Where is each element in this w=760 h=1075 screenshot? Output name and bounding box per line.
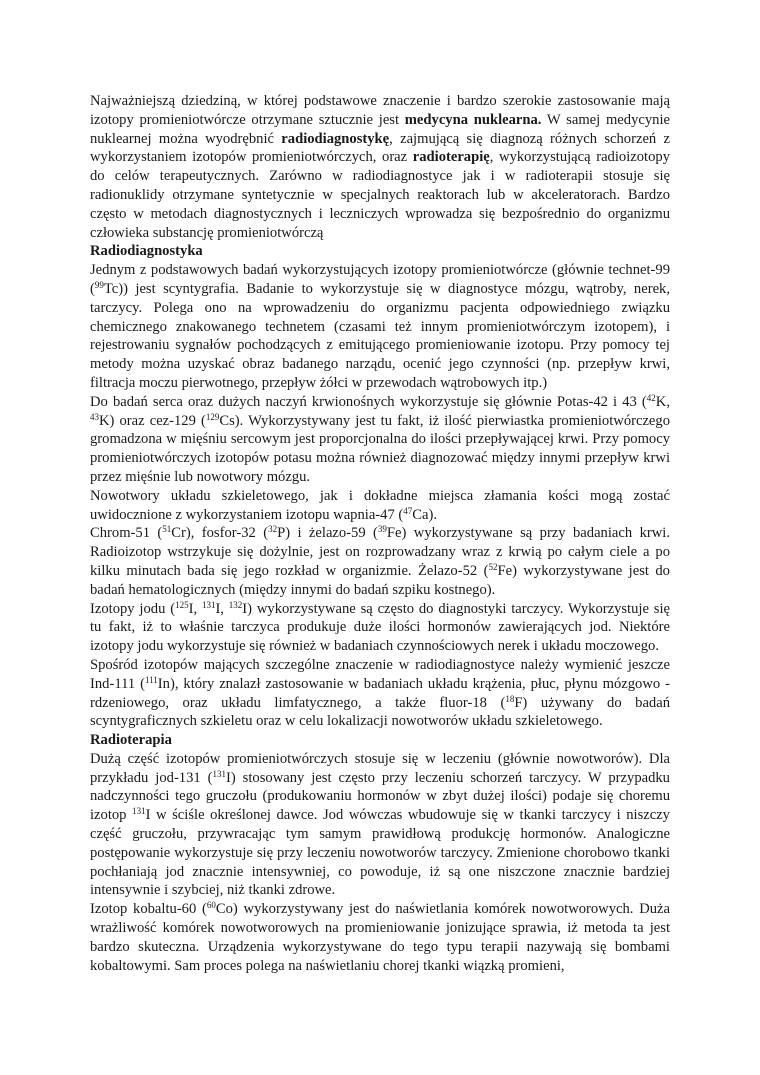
paragraph-ind-fluor: Spośród izotopów mających szczególne znaczenie w radiodiagnostyce należy wymienić jeszcze Ind-111 ($^{111}$In), który znalazł zastosowanie w badaniach układu krążenia, płuc, płynu mózgowo - rdzeniowego, oraz układu limfatycznego, a także fluor-18 ($^{18}$F) używany do badań scyntygraficznych szkieletu oraz w celu lokalizacji nowotworów układu szkieletowego.: [90, 656, 670, 730]
term-radioterapia: radioterapię: [412, 149, 490, 166]
paragraph-scyntygrafia: Jednym z podstawowych badań wykorzystujących izotopy promieniotwórcze (głównie technet-99 ($^{99}$Tc)) jest scyntygrafia. Badanie to wykorzystuje się w diagnostyce mózgu, wątroby, nerek, tarczycy. Polega ono na wprowadzeniu do organizmu pacjenta odpowiedniego związku chemicznego znakowanego technetem (czasami też innym promieniotwórczym izotopem), i rejestrowaniu sygnałów pochodzących z emitującego promieniowanie izotopu. Przy pomocy tej metody można uzyskać obraz badanego narządu, ocenić jego czynności (np. przepływ krwi, filtracja moczu pierwotnego, przepływ żółci w przewodach wątrobowych itp.): [90, 262, 670, 391]
intro-paragraph: Najważniejszą dziedziną, w której podstawowe znaczenie i bardzo szerokie zastosowanie mają izotopy promieniotwórcze otrzymane sztucznie jest medycyna nuklearna. W samej medycynie nuklearnej można wyodrębnić radiodiagnostykę, zajmującą się diagnozą różnych schorzeń z wykorzystaniem izotopów promieniotwórczych, oraz radioterapię, wykorzystującą radioizotopy do celów terapeutycznych. Zarówno w radiodiagnostyce jak i w radioterapii stosuje się radionuklidy otrzymane syntetycznie w specjalnych reaktorach lub w akceleratorach. Bardzo często w metodach diagnostycznych i leczniczych wprowadza się bezpośrednio do organizmu człowieka substancję promieniotwórczą: [90, 93, 670, 241]
paragraph-szkielet: Nowotwory układu szkieletowego, jak i dokładne miejsca złamania kości mogą zostać uwidocznione z wykorzystaniem izotopu wapnia-47 ($^{47}$Ca).: [90, 487, 670, 523]
section-heading-radioterapia: Radioterapia: [90, 732, 172, 749]
paragraph-leczenie-tarczycy: Dużą część izotopów promieniotwórczych stosuje się w leczeniu (głównie nowotworów). Dla przykładu jod-131 ($^{131}$I) stosowany jest często przy leczeniu schorzeń tarczycy. W przypadku nadczynności tego gruczołu (produkowaniu hormonów w zbyt dużej ilości) podaje się choremu izotop $^{131}$I w ściśle określonej dawce. Jod wówczas wbudowuje się w tkanki tarczycy i niszczy część gruczołu, przywracając tym samym prawidłową produkcję hormonów. Analogiczne postępowanie wykorzystuje się przy leczeniu nowotworów tarczycy. Zmienione chorobowo tkanki pochłaniają jod znacznie intensywniej, co powoduje, iż są one niszczone znacznie bardziej intensywnie i szybciej, niż tkanki zdrowe.: [90, 750, 670, 899]
paragraph-kobalt: Izotop kobaltu-60 ($^{60}$Co) wykorzystywany jest do naświetlania komórek nowotworowych. Duża wrażliwość komórek nowotworowych na promieniowanie jonizujące sprawia, iż metoda ta jest bardzo skuteczna. Urządzenia wykorzystywane do tego typu terapii nazywają się bombami kobaltowymi. Sam proces polega na naświetlaniu chorej tkanki wiązką promieni,: [90, 900, 670, 974]
document-page: [90, 92, 670, 975]
term-radiodiagnostyka: radiodiagnostykę: [281, 130, 390, 147]
paragraph-jod: Izotopy jodu ($^{125}$I, $^{131}$I, $^{132}$I) wykorzystywane są często do diagnostyki tarczycy. Wykorzystuje się tu fakt, iż to właśnie tarczyca produkuje duże ilości hormonów zawierających jod. Niektóre izotopy jodu wykorzystuje się również w badaniach czynnościowych nerek i układu moczowego.: [90, 599, 670, 655]
term-medycyna-nuklearna: medycyna nuklearna.: [404, 111, 542, 128]
paragraph-krew: Chrom-51 ($^{51}$Cr), fosfor-32 ($^{32}$P) i żelazo-59 ($^{39}$Fe) wykorzystywane są przy badaniach krwi. Radioizotop wstrzykuje się dożylnie, jest on rozprowadzany wraz z krwią po całym ciele a po kilku minutach bada się jego rozkład w organizmie. Żelazo-52 ($^{52}$Fe) wykorzystywane jest do badań hematologicznych (między innymi do badań szpiku kostnego).: [90, 524, 670, 598]
section-heading-radiodiagnostyka: Radiodiagnostyka: [90, 243, 203, 260]
paragraph-serce: Do badań serca oraz dużych naczyń krwionośnych wykorzystuje się głównie Potas-42 i 43 ($^{42}$K, $^{43}$K) oraz cez-129 ($^{129}$Cs). Wykorzystywany jest tu fakt, iż ilość pierwiastka promieniotwórczego gromadzona w mięśniu sercowym jest proporcjonalna do ilości przepływającej krwi. Przy pomocy promieniotwórczych izotopów potasu można również diagnozować między innymi przepływ krwi przez mięśnie lub nowotwory mózgu.: [90, 392, 670, 485]
